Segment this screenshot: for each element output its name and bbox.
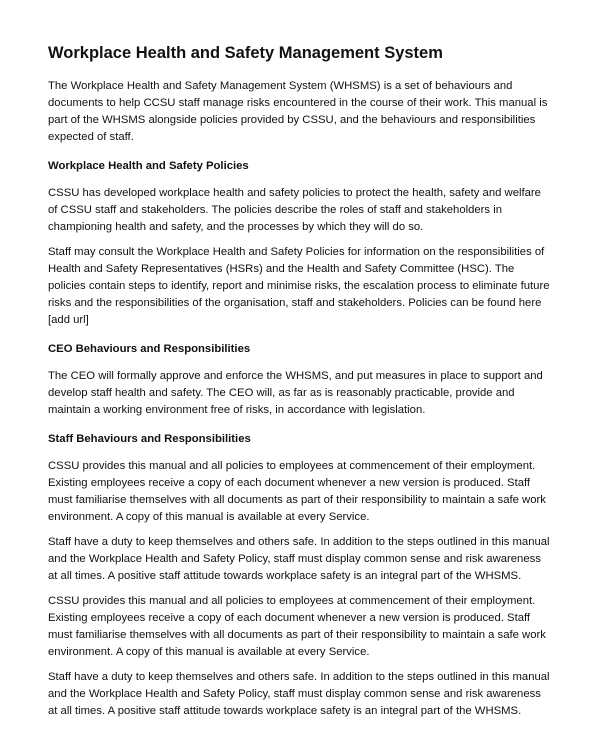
- staff-paragraph-4: Staff have a duty to keep themselves and others safe. In addition to the steps outlined in this manual and the Workplace Health and Safety Policy, staff must display common sense and risk awareness at all times. A positive staff attitude towards workplace safety is an integral part of the WHSMS.: [48, 671, 550, 717]
- section-heading-staff: Staff Behaviours and Responsibilities: [48, 433, 251, 445]
- intro-paragraph: The Workplace Health and Safety Management System (WHSMS) is a set of behaviours and documents to help CCSU staff manage risks encountered in the course of their work. This manual is part of the WHSMS alongside policies provided by CSSU, and the behaviours and responsibilities expected of staff.: [48, 80, 548, 143]
- section-ceo: [48, 341, 552, 419]
- policies-paragraph-2: Staff may consult the Workplace Health and Safety Policies for information on the responsibilities of Health and Safety Representatives (HSRs) and the Health and Safety Committee (HSC). The policies contain steps to identify, report and minimise risks, the escalation process to eliminate future risks and the responsibilities of the organisation, staff and stakeholders. Policies can be found here [add url]: [48, 246, 550, 326]
- staff-paragraph-2: Staff have a duty to keep themselves and others safe. In addition to the steps outlined in this manual and the Workplace Health and Safety Policy, staff must display common sense and risk awareness at all times. A positive staff attitude towards workplace safety is an integral part of the WHSMS.: [48, 536, 550, 582]
- ceo-paragraph-1: The CEO will formally approve and enforce the WHSMS, and put measures in place to support and develop staff health and safety. The CEO will, as far as is reasonably practicable, provide and maintain a working environment free of risks, in accordance with legislation.: [48, 370, 543, 416]
- section-heading-ceo: CEO Behaviours and Responsibilities: [48, 343, 251, 355]
- staff-paragraph-1: CSSU provides this manual and all policies to employees at commencement of their employment. Existing employees receive a copy of each document whenever a new version is produced. Staff must familiarise themselves with all documents as part of their responsibility to maintain a safe work environment. A copy of this manual is available at every Service.: [48, 460, 546, 523]
- section-heading-policies: Workplace Health and Safety Policies: [48, 160, 249, 172]
- policies-paragraph-1: CSSU has developed workplace health and safety policies to protect the health, safety and welfare of CSSU staff and stakeholders. The policies describe the roles of staff and stakeholders in championing health and safety, and the processes by which they will do so.: [48, 187, 541, 233]
- document-title: Workplace Health and Safety Management System: [48, 44, 443, 62]
- section-policies: [48, 158, 552, 329]
- section-staff: [48, 431, 552, 720]
- staff-paragraph-3: CSSU provides this manual and all policies to employees at commencement of their employment. Existing employees receive a copy of each document whenever a new version is produced. Staff must familiarise themselves with all documents as part of their responsibility to maintain a safe work environment. A copy of this manual is available at every Service.: [48, 595, 546, 658]
